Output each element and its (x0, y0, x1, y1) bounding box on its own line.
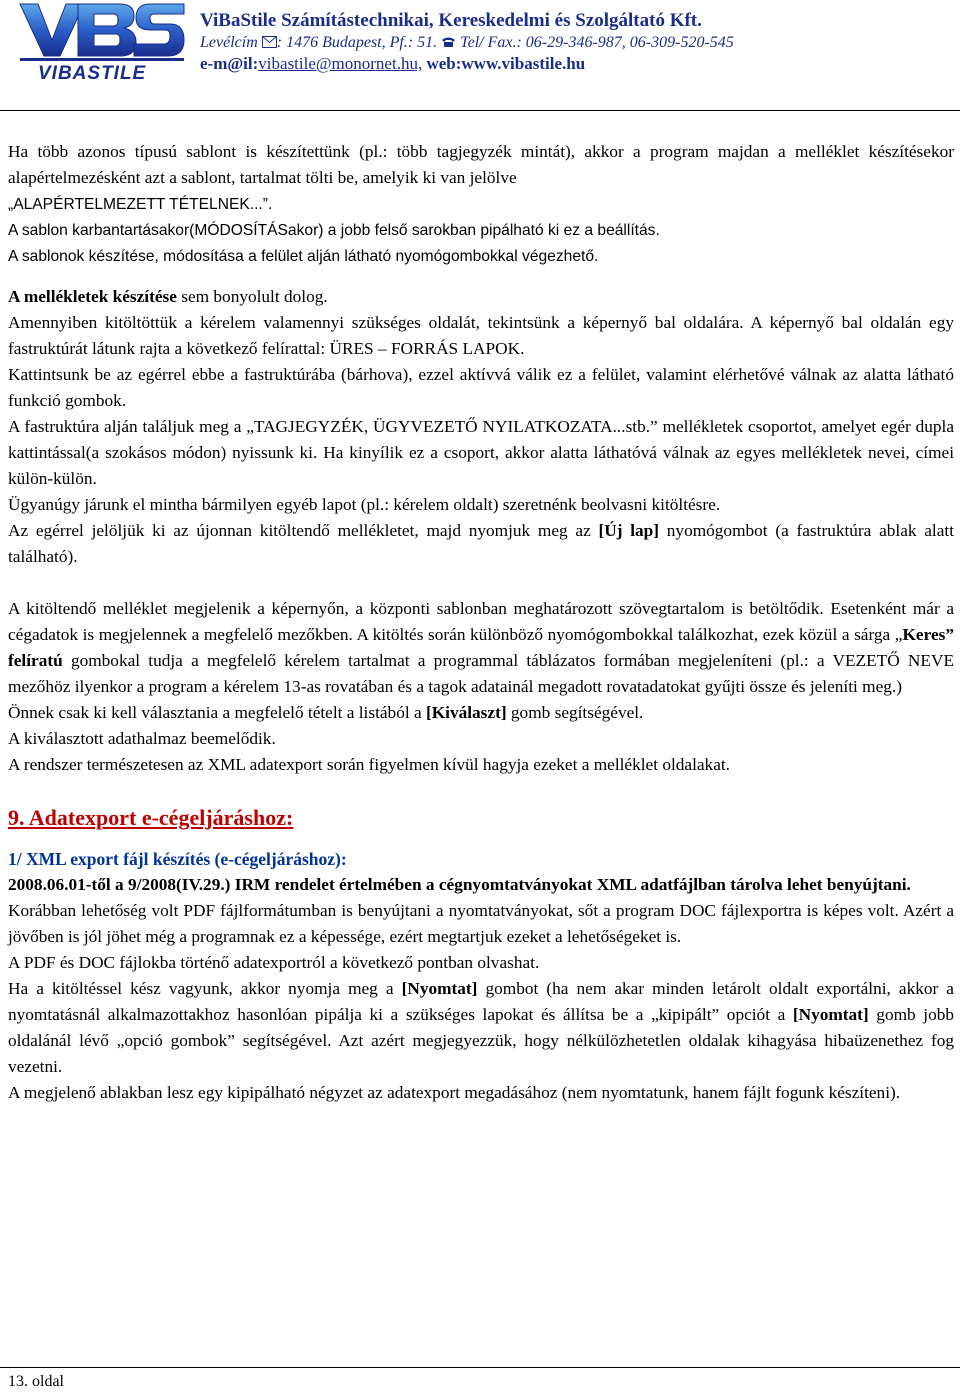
paragraph-text: Ha több azonos típusú sablont is készítettünk (pl.: több tagjegyzék mintát), akkor a program majdan a melléklet készítésekor alapértelmezésként azt a sablont, tartalmat tölti be, amelyik ki van jelölve (8, 142, 954, 187)
paragraph (8, 218, 954, 270)
company-name-rest: Számítástechnikai, Kereskedelmi és Szolgáltató Kft. (276, 10, 702, 31)
search-button-ref: Keres” felíratú (8, 625, 954, 670)
select-button-ref: [Kiválaszt] (425, 703, 507, 722)
default-item-label: „ALAPÉRTELMEZETT TÉTELNEK...”. (8, 196, 273, 213)
address-label: Levélcím (200, 34, 258, 51)
footer-divider (0, 1367, 960, 1368)
paragraph: A fastruktúra alján találjuk meg a „TAGJEGYZÉK, ÜGYVEZETŐ NYILATKOZATA...stb.” mellékletek csoportot, amelyet egér dupla kattintással(a szokásos módon) nyissunk ki. Ha kinyílik ez a csoport, akkor alatta láthatóvá válnak az egyes mellékletek nevei, címei külön-külön. (8, 417, 954, 488)
web-address: web:www.vibastile.hu (422, 54, 586, 73)
envelope-icon (262, 36, 277, 48)
paragraph (8, 139, 954, 218)
company-name (200, 10, 950, 32)
letterhead (0, 0, 960, 112)
paragraph (8, 518, 954, 570)
phone-label: Tel/ Fax. (460, 34, 517, 51)
paragraph-text: Az egérrel jelöljük ki az újonnan kitöltendő mellékletet, majd nyomjuk meg az (8, 521, 599, 540)
print-button-ref: [Nyomtat] (792, 1005, 869, 1024)
email-link[interactable]: vibastile@monornet.hu, (258, 54, 423, 73)
address-text: : 1476 Budapest, Pf.: 51. (276, 34, 442, 51)
contact-line (200, 33, 950, 53)
section-heading: 9. Adatexport e-cégeljáráshoz: (8, 805, 294, 830)
paragraph-text: A kitöltendő melléklet megjelenik a képernyőn, a központi sablonban meghatározott szövegtartalom is betöltődik. Esetenként már a cégadatok is megjelennek a megfelelő mezőkben. A kitöltés során különböző nyomógombokkal találkozhat, ezek közül a sárga „ (8, 599, 954, 644)
paragraph (8, 596, 954, 700)
paragraph-text: Ha a kitöltéssel kész vagyunk, akkor nyomja meg a (8, 979, 402, 998)
paragraph (8, 700, 954, 726)
paragraph-text: nyomógombot (a fastruktúra ablak alatt található). (8, 521, 954, 566)
paragraph: Ügyanúgy járunk el mintha bármilyen egyéb lapot (pl.: kérelem oldalt) szeretnénk beolvasni kitöltésre. (8, 495, 721, 514)
phone-text: : 06-29-346-987, 06-309-520-545 (516, 34, 734, 51)
web-line (200, 53, 950, 75)
paragraph: A rendszer természetesen az XML adatexport során figyelmen kívül hagyja ezeket a melléklet oldalakat. (8, 755, 730, 774)
paragraph-lead: A mellékletek készítése (8, 287, 177, 306)
paragraph-text: gombokal tudja a megfelelő kérelem tartalmat a programmal táblázatos formában megjeleníteni (pl.: a VEZETŐ NEVE mezőhöz ilyenkor a program a kérelem 13-as rovatában és a tagok adatainál megadott rovatadatokat gyűjti össze és jeleníti meg.) (8, 651, 954, 696)
paragraph (8, 976, 954, 1080)
phone-icon (441, 36, 456, 48)
paragraph-text: Önnek csak ki kell választania a megfelelő tételt a listából a (8, 703, 426, 722)
subsection-heading: 1/ XML export fájl készítés (e-cégeljáráshoz): (8, 849, 347, 869)
paragraph-text: A sablon karbantartásakor(MÓDOSÍTÁSakor) a jobb felső sarokban pipálható ki ez a beállítás. (8, 222, 660, 239)
page-number: 13. oldal (8, 1373, 64, 1390)
paragraph: A kiválasztott adathalmaz beemelődik. (8, 729, 276, 748)
paragraph: Kattintsunk be az egérrel ebbe a fastruktúrába (bárhova), ezzel aktívvá válik ez a felület, valamint elérhetővé válnak az alatta látható funkció gombok. (8, 365, 954, 410)
header-divider (0, 110, 960, 111)
paragraph-text: A sablonok készítése, módosítása a felület alján látható nyomógombokkal végezhető. (8, 248, 599, 265)
paragraph-text: gomb segítségével. (506, 703, 644, 722)
paragraph (8, 284, 954, 310)
paragraph-text: sem bonyolult dolog. (176, 287, 328, 306)
logo-wordmark: VIBASTILE (38, 63, 147, 82)
regulation-note: 2008.06.01-től a 9/2008(IV.29.) IRM rendelet értelmében a cégnyomtatványokat XML adatfájlban tárolva lehet benyújtani. (8, 875, 911, 894)
paragraph-text: gomb jobb oldalánál lévő „opció gombok” segítségével. Azt azért megjegyezzük, hogy nélkülözhetetlen oldalak kihagyása hibaüzenethez fog vezetni. (8, 1005, 954, 1076)
new-page-button-ref: [Új lap] (598, 521, 660, 540)
company-logo (18, 0, 186, 82)
company-info (200, 10, 950, 75)
print-button-ref: [Nyomtat] (401, 979, 478, 998)
paragraph: A megjelenő ablakban lesz egy kipipálható négyzet az adatexport megadásához (nem nyomtatunk, hanem fájlt fogunk készíteni). (8, 1083, 901, 1102)
paragraph-text: gombot (ha nem akar minden letárolt oldalt exportálni, akkor a nyomtatásnál alkalmazottakhoz hasonlóan pipálja ki a szükséges lapokat és állítsa be a „kipipált” opciót a (8, 979, 954, 1024)
document-body (8, 139, 954, 1106)
email-prefix: e-m@il: (200, 54, 259, 73)
company-brand: ViBaStile (200, 10, 277, 31)
paragraph: Amennyiben kitöltöttük a kérelem valamennyi szükséges oldalát, tekintsünk a képernyő bal oldalára. A képernyő bal oldalán egy fastruktúrát látunk rajta a következő felírattal: ÜRES – FORRÁS LAPOK. (8, 313, 954, 358)
paragraph: A PDF és DOC fájlokba történő adatexportról a következő pontban olvashat. (8, 953, 540, 972)
paragraph: Korábban lehetőség volt PDF fájlformátumban is benyújtani a nyomtatványokat, sőt a program DOC fájlexportra is képes volt. Azért a jövőben is jól jöhet még a programnak ez a képessége, ezért megtartjuk ezeket a lehetőségeket is. (8, 901, 954, 946)
